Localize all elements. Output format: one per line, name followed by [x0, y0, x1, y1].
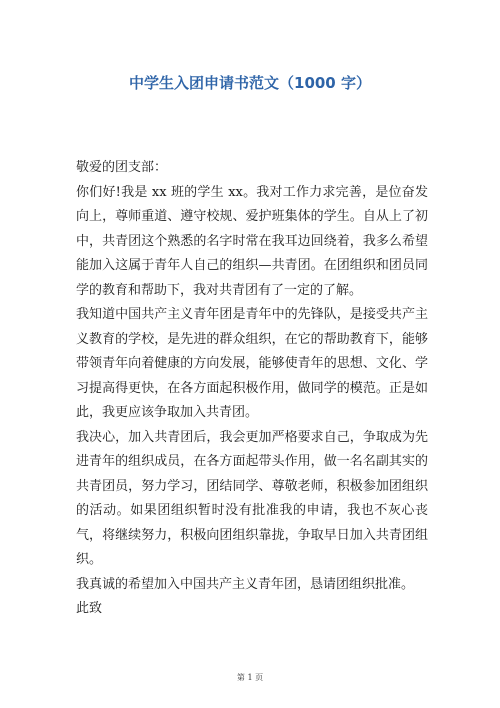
closing: 此致	[76, 601, 103, 616]
document-body	[76, 156, 428, 622]
document-title: 中学生入团申请书范文（1000 字）	[129, 74, 371, 92]
body-paragraph: 我知道中国共产主义青年团是青年中的先锋队，是接受共产主义教育的学校，是先进的群众组织，在它的帮助教育下，能够带领青年向着健康的方向发展，能够使青年的思想、文化、学习提高得更快，在各方面起积极作用，做同学的模范。正是如此，我更应该争取加入共青团。	[76, 307, 428, 420]
body-paragraph: 我真诚的希望加入中国共产主义青年团，恳请团组织批准。	[76, 576, 415, 592]
page-number: 第 1 页	[236, 673, 264, 682]
salutation: 敬爱的团支部：	[76, 160, 168, 175]
body-paragraph: 我决心，加入共青团后，我会更加严格要求自己，争取成为先进青年的组织成员，在各方面起带头作用，做一名名副其实的共青团员，努力学习，团结同学、尊敬老师，积极参加团组织的活动。如果团组织暂时没有批准我的申请，我也不灰心丧气，将继续努力，积极向团组织靠拢，争取早日加入共青团组织。	[76, 429, 428, 567]
body-paragraph: 你们好!我是 xx 班的学生 xx。我对工作力求完善，是位奋发向上，尊师重道、遵守校规、爱护班集体的学生。自从上了初中，共青团这个熟悉的名字时常在我耳边回绕着，我多么希望能加入这属于青年人自己的组织—共青团。在团组织和团员同学的教育和帮助下，我对共青团有了一定的了解。	[76, 184, 428, 298]
